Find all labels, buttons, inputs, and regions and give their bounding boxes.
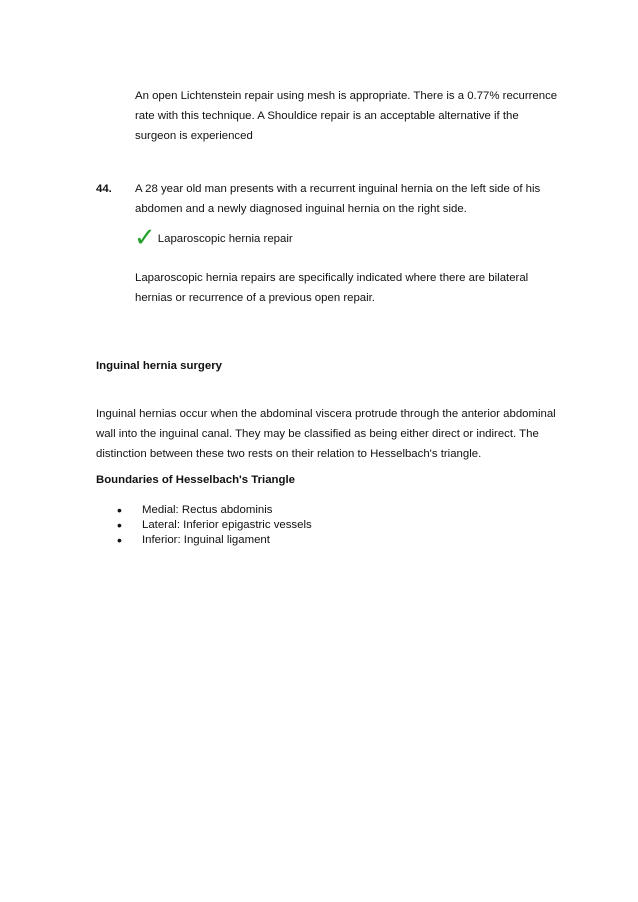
section-heading: Inguinal hernia surgery (96, 360, 222, 372)
text-line: abdomen and a newly diagnosed inguinal hernia on the right side. (135, 203, 467, 215)
text-line: An open Lichtenstein repair using mesh is appropriate. There is a 0.77% recurrence (135, 90, 558, 102)
bullet-icon: • (117, 517, 122, 533)
text-line: distinction between these two rests on their relation to Hesselbach's triangle. (96, 448, 482, 460)
list-item (117, 533, 312, 548)
answer-explanation (135, 268, 528, 308)
list-item (117, 503, 312, 518)
list-item-label: Inferior: Inguinal ligament (142, 534, 270, 546)
answer-row (134, 223, 293, 253)
list-item (117, 518, 312, 533)
text-line: A 28 year old man presents with a recurrent inguinal hernia on the left side of his (135, 183, 541, 195)
text-line: surgeon is experienced (135, 130, 253, 142)
section-intro (96, 404, 556, 464)
checkmark-icon: ✓ (134, 223, 156, 253)
text-line: hernias or recurrence of a previous open repair. (135, 292, 375, 304)
section-subheading: Boundaries of Hesselbach's Triangle (96, 474, 295, 486)
boundaries-list (117, 503, 312, 548)
previous-explanation (135, 86, 557, 146)
text-line: Inguinal hernias occur when the abdominal viscera protrude through the anterior abdominal (96, 408, 556, 420)
question-stem (135, 179, 540, 219)
answer-label: Laparoscopic hernia repair (157, 233, 293, 245)
text-line: wall into the inguinal canal. They may be classified as being either direct or indirect. The (96, 428, 539, 440)
text-line: rate with this technique. A Shouldice repair is an acceptable alternative if the (135, 110, 519, 122)
text-line: Laparoscopic hernia repairs are specifically indicated where there are bilateral (135, 272, 529, 284)
bullet-icon: • (117, 502, 122, 518)
question-number: 44. (96, 183, 112, 195)
list-item-label: Lateral: Inferior epigastric vessels (142, 519, 312, 531)
list-item-label: Medial: Rectus abdominis (142, 504, 273, 516)
bullet-icon: • (117, 532, 122, 548)
